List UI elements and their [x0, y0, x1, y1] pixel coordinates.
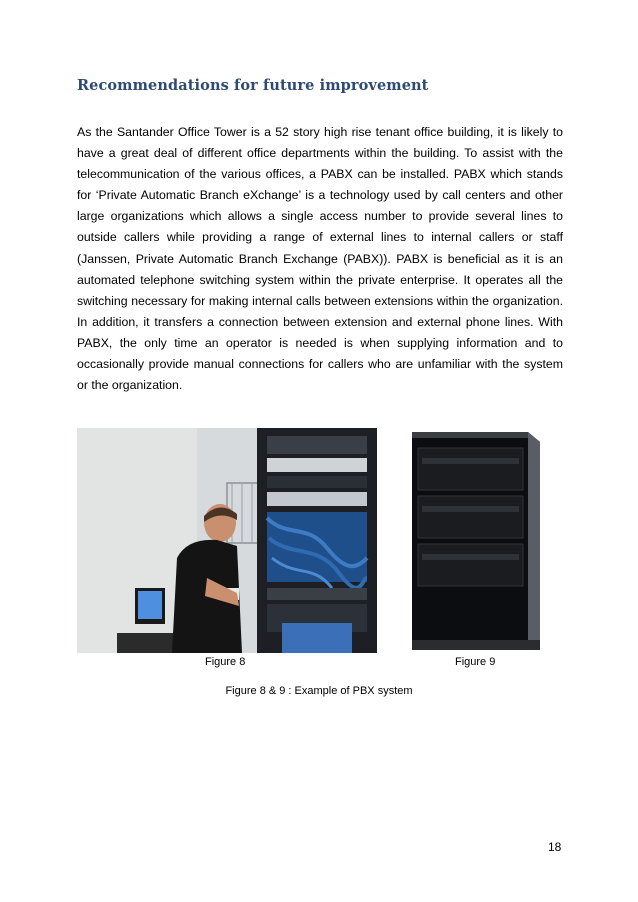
figure-8-photo [77, 428, 377, 653]
section-heading: Recommendations for future improvement [77, 77, 429, 94]
figure-9-caption: Figure 9 [455, 656, 496, 668]
body-paragraph: As the Santander Office Tower is a 52 story high rise tenant office building, it is likely to have a great deal of different office departments within the building. To assist with the telecommunication of the various offices, a PABX can be installed. PABX which stands for ‘Private Automatic Branch eXchange’ is a technology used by call centers and other large organizations which allows a single access number to provide several lines to outside callers while providing a range of external lines to internal callers or staff (Janssen, Private Automatic Branch Exchange (PABX)). PABX is beneficial as it is an automated telephone switching system within the private enterprise. It operates all the switching necessary for making internal calls between extensions within the organization. In addition, it transfers a connection between extension and external phone lines. With PABX, the only time an operator is needed is when supplying information and to occasionally provide manual connections for callers who are unfamiliar with the system or the organization. [77, 125, 563, 393]
figure-8-caption: Figure 8 [205, 656, 246, 668]
figure-9-photo [408, 428, 544, 652]
figures-caption: Figure 8 & 9 : Example of PBX system [225, 685, 413, 697]
page-number: 18 [548, 840, 562, 854]
